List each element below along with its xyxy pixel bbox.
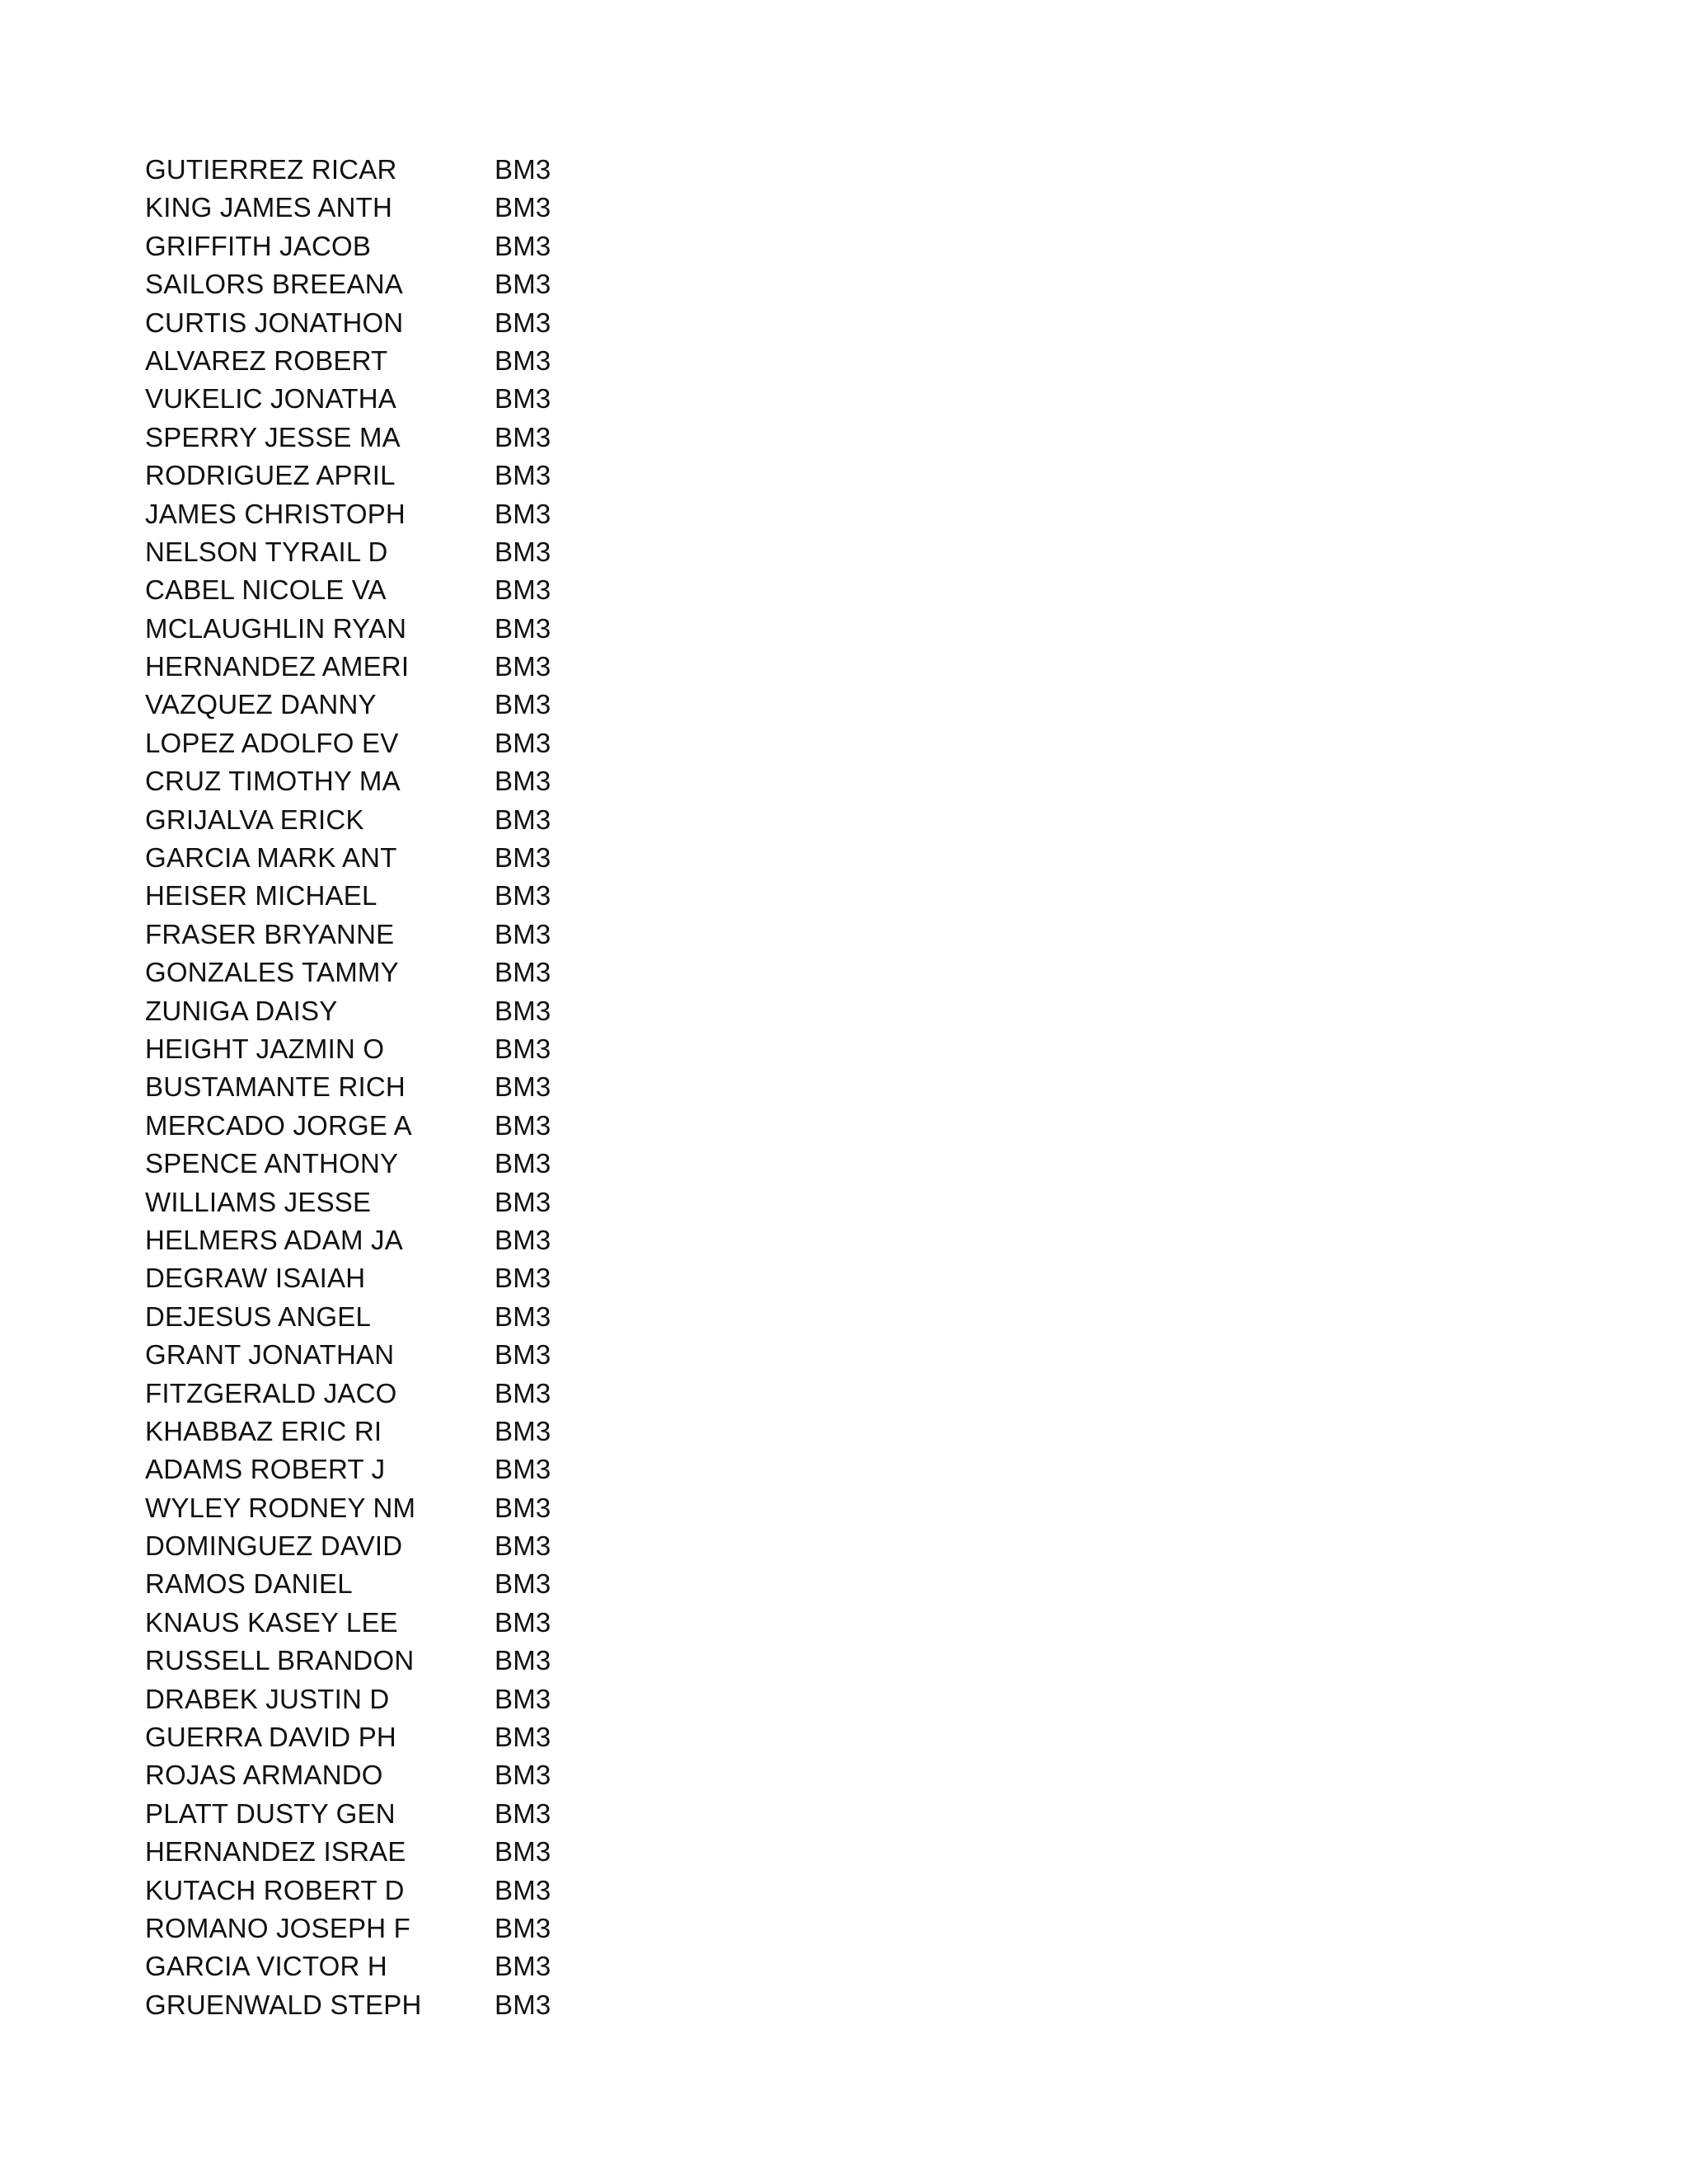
roster-row <box>145 457 551 494</box>
member-name: GRANT JONATHAN <box>145 1339 395 1371</box>
roster-row <box>145 839 551 877</box>
roster-row <box>145 227 551 265</box>
roster-row <box>145 1145 551 1183</box>
roster-row <box>145 1604 551 1642</box>
member-rate: BM3 <box>495 1492 551 1523</box>
member-name: HEISER MICHAEL <box>145 880 377 912</box>
roster-row <box>145 1833 551 1871</box>
member-rate: BM3 <box>495 536 551 567</box>
roster-row <box>145 151 551 189</box>
member-name: KUTACH ROBERT D <box>145 1874 405 1905</box>
member-name: RAMOS DANIEL <box>145 1568 353 1600</box>
roster-row <box>145 762 551 800</box>
member-name: SPENCE ANTHONY <box>145 1148 399 1179</box>
roster-list <box>145 151 551 2024</box>
member-rate: BM3 <box>495 957 551 988</box>
member-name: GUTIERREZ RICAR <box>145 154 397 185</box>
member-name: CURTIS JONATHON <box>145 307 404 338</box>
member-name: GRUENWALD STEPH <box>145 1989 422 2020</box>
member-rate: BM3 <box>495 1109 551 1141</box>
roster-row <box>145 916 551 954</box>
member-rate: BM3 <box>495 1454 551 1485</box>
roster-row <box>145 1336 551 1374</box>
roster-row <box>145 1259 551 1297</box>
member-name: GRIJALVA ERICK <box>145 804 364 835</box>
roster-row <box>145 1375 551 1413</box>
roster-row <box>145 1986 551 2024</box>
member-name: GARCIA MARK ANT <box>145 842 397 874</box>
roster-row <box>145 419 551 457</box>
member-name: SPERRY JESSE MA <box>145 421 401 452</box>
member-name: GONZALES TAMMY <box>145 957 399 988</box>
member-name: HELMERS ADAM JA <box>145 1224 403 1255</box>
roster-row <box>145 877 551 915</box>
member-name: DOMINGUEZ DAVID <box>145 1530 403 1562</box>
member-name: HERNANDEZ ISRAE <box>145 1836 406 1868</box>
roster-row <box>145 1910 551 1947</box>
roster-row <box>145 189 551 227</box>
member-rate: BM3 <box>495 421 551 452</box>
member-rate: BM3 <box>495 1874 551 1905</box>
roster-row <box>145 1718 551 1756</box>
member-rate: BM3 <box>495 651 551 682</box>
member-rate: BM3 <box>495 344 551 376</box>
member-rate: BM3 <box>495 612 551 644</box>
roster-row <box>145 1872 551 1910</box>
member-rate: BM3 <box>495 1530 551 1562</box>
member-name: SAILORS BREEANA <box>145 269 403 300</box>
member-rate: BM3 <box>495 766 551 797</box>
member-name: RODRIGUEZ APRIL <box>145 460 396 491</box>
member-rate: BM3 <box>495 460 551 491</box>
member-name: LOPEZ ADOLFO EV <box>145 727 399 758</box>
member-rate: BM3 <box>495 842 551 874</box>
member-rate: BM3 <box>495 1263 551 1294</box>
member-name: WYLEY RODNEY NM <box>145 1492 416 1523</box>
roster-row <box>145 1947 551 1985</box>
member-rate: BM3 <box>495 689 551 720</box>
member-rate: BM3 <box>495 230 551 261</box>
roster-row <box>145 686 551 724</box>
member-name: NELSON TYRAIL D <box>145 536 388 567</box>
member-name: RUSSELL BRANDON <box>145 1645 415 1676</box>
member-name: DEJESUS ANGEL <box>145 1301 372 1332</box>
member-name: BUSTAMANTE RICH <box>145 1071 406 1103</box>
roster-row <box>145 1221 551 1259</box>
member-name: ADAMS ROBERT J <box>145 1454 386 1485</box>
member-name: DRABEK JUSTIN D <box>145 1683 390 1714</box>
roster-row <box>145 954 551 991</box>
member-name: CABEL NICOLE VA <box>145 574 387 606</box>
roster-row <box>145 801 551 839</box>
roster-row <box>145 1565 551 1603</box>
member-rate: BM3 <box>495 727 551 758</box>
member-name: VUKELIC JONATHA <box>145 383 396 415</box>
roster-row <box>145 1413 551 1451</box>
member-name: VAZQUEZ DANNY <box>145 689 377 720</box>
roster-row <box>145 1527 551 1565</box>
roster-row <box>145 495 551 533</box>
member-name: GARCIA VICTOR H <box>145 1951 387 1982</box>
roster-row <box>145 1068 551 1106</box>
roster-row <box>145 533 551 571</box>
roster-row <box>145 1680 551 1718</box>
member-name: DEGRAW ISAIAH <box>145 1263 366 1294</box>
member-name: ROJAS ARMANDO <box>145 1760 383 1791</box>
member-rate: BM3 <box>495 1722 551 1753</box>
member-rate: BM3 <box>495 1339 551 1371</box>
member-name: FITZGERALD JACO <box>145 1377 397 1408</box>
roster-row <box>145 1451 551 1488</box>
member-name: FRASER BRYANNE <box>145 918 395 949</box>
roster-row <box>145 1795 551 1833</box>
member-name: KING JAMES ANTH <box>145 192 393 223</box>
roster-row <box>145 1489 551 1527</box>
member-rate: BM3 <box>495 995 551 1026</box>
roster-row <box>145 571 551 609</box>
member-rate: BM3 <box>495 1645 551 1676</box>
roster-row <box>145 1756 551 1794</box>
member-rate: BM3 <box>495 918 551 949</box>
member-rate: BM3 <box>495 1683 551 1714</box>
member-rate: BM3 <box>495 1989 551 2020</box>
member-name: GRIFFITH JACOB <box>145 230 372 261</box>
member-rate: BM3 <box>495 1760 551 1791</box>
member-rate: BM3 <box>495 804 551 835</box>
member-rate: BM3 <box>495 1186 551 1217</box>
member-name: ZUNIGA DAISY <box>145 995 338 1026</box>
roster-row <box>145 1183 551 1221</box>
member-name: KHABBAZ ERIC RI <box>145 1415 382 1446</box>
roster-row <box>145 648 551 686</box>
member-rate: BM3 <box>495 1912 551 1943</box>
member-rate: BM3 <box>495 1071 551 1103</box>
member-rate: BM3 <box>495 1415 551 1446</box>
member-rate: BM3 <box>495 192 551 223</box>
member-rate: BM3 <box>495 880 551 912</box>
roster-row <box>145 610 551 648</box>
member-rate: BM3 <box>495 383 551 415</box>
member-rate: BM3 <box>495 154 551 185</box>
roster-row <box>145 380 551 418</box>
member-name: ALVAREZ ROBERT <box>145 344 388 376</box>
member-name: CRUZ TIMOTHY MA <box>145 766 401 797</box>
member-rate: BM3 <box>495 1033 551 1064</box>
member-rate: BM3 <box>495 1606 551 1638</box>
member-rate: BM3 <box>495 1148 551 1179</box>
member-name: KNAUS KASEY LEE <box>145 1606 398 1638</box>
member-rate: BM3 <box>495 1224 551 1255</box>
member-name: MERCADO JORGE A <box>145 1109 412 1141</box>
roster-row <box>145 1107 551 1145</box>
member-rate: BM3 <box>495 1797 551 1829</box>
member-rate: BM3 <box>495 1377 551 1408</box>
member-name: JAMES CHRISTOPH <box>145 498 406 529</box>
member-rate: BM3 <box>495 1301 551 1332</box>
member-rate: BM3 <box>495 574 551 606</box>
member-rate: BM3 <box>495 307 551 338</box>
member-rate: BM3 <box>495 1951 551 1982</box>
roster-row <box>145 724 551 762</box>
roster-row <box>145 992 551 1030</box>
roster-row <box>145 342 551 380</box>
roster-row <box>145 304 551 342</box>
roster-row <box>145 1298 551 1336</box>
member-name: WILLIAMS JESSE <box>145 1186 372 1217</box>
member-name: GUERRA DAVID PH <box>145 1722 396 1753</box>
member-name: HERNANDEZ AMERI <box>145 651 410 682</box>
member-rate: BM3 <box>495 1836 551 1868</box>
member-rate: BM3 <box>495 498 551 529</box>
member-name: HEIGHT JAZMIN O <box>145 1033 385 1064</box>
roster-row <box>145 265 551 303</box>
member-name: MCLAUGHLIN RYAN <box>145 612 407 644</box>
member-rate: BM3 <box>495 1568 551 1600</box>
roster-row <box>145 1030 551 1068</box>
member-name: ROMANO JOSEPH F <box>145 1912 411 1943</box>
member-name: PLATT DUSTY GEN <box>145 1797 396 1829</box>
member-rate: BM3 <box>495 269 551 300</box>
roster-row <box>145 1642 551 1680</box>
